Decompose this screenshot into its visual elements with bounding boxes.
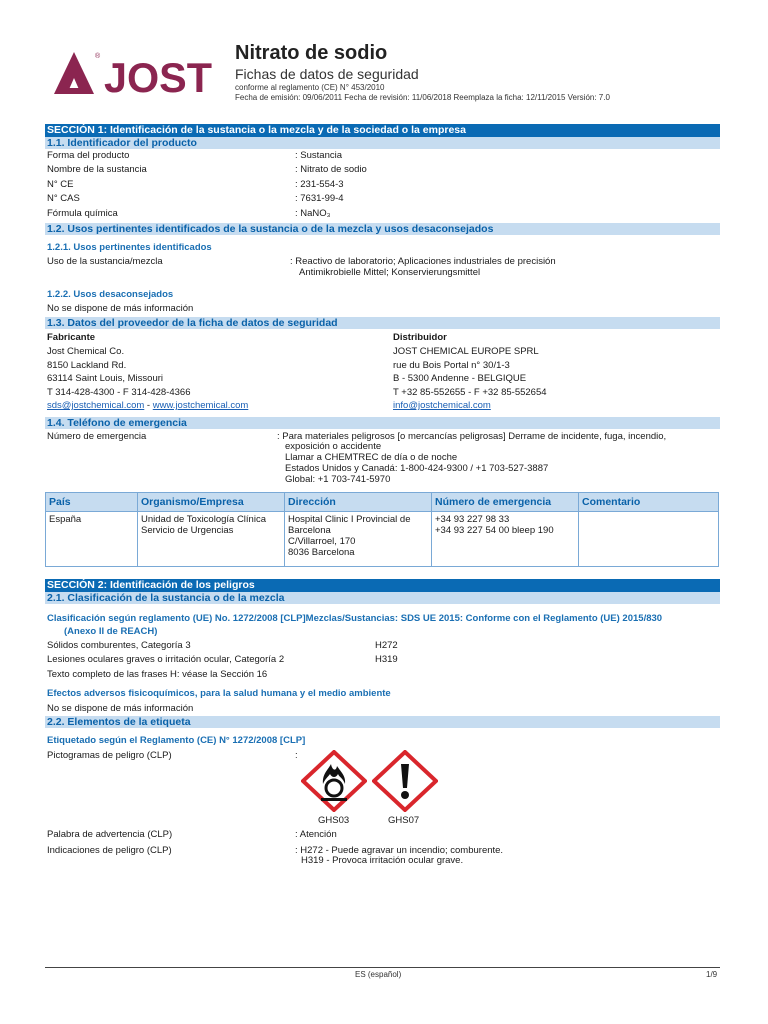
phone-line: +34 93 227 54 00 bleep 190 <box>435 525 554 536</box>
full-text-note: Texto completo de las frases H: véase la Sección 16 <box>47 669 268 680</box>
hazard-class-code: H319 <box>375 654 398 665</box>
labelling-heading: Etiquetado según el Reglamento (CE) N° 1272/2008 [CLP] <box>47 735 306 746</box>
footer-language: ES (español) <box>355 970 402 979</box>
svg-text:®: ® <box>95 53 101 60</box>
ghs07-code: GHS07 <box>388 815 420 826</box>
distributor-line: rue du Bois Portal n° 30/1-3 <box>393 360 510 371</box>
address-line: 8036 Barcelona <box>288 547 355 558</box>
cell-address <box>285 512 432 567</box>
address-line: Hospital Clinic I Provincial de <box>288 514 411 525</box>
distributor-line: T +32 85-552655 - F +32 85-552654 <box>393 387 547 398</box>
subsection-1-4-title: 1.4. Teléfono de emergencia <box>45 417 720 429</box>
emergency-number-label: Número de emergencia <box>47 431 147 442</box>
hazard-statements-label: Indicaciones de peligro (CLP) <box>47 845 172 856</box>
svg-text:JOST: JOST <box>104 54 213 98</box>
flame-over-circle-icon <box>301 750 367 812</box>
formula-label: Fórmula química <box>47 208 118 219</box>
cell-comment <box>579 512 719 567</box>
use-value-line1: : Reactivo de laboratorio; Aplicaciones industriales de precisión <box>290 256 556 267</box>
column-header-emergency-number: Número de emergencia <box>432 493 579 512</box>
org-line: Servicio de Urgencias <box>141 525 234 536</box>
subsection-1-2-title: 1.2. Usos pertinentes identificados de la sustancia o de la mezcla y usos desaconsejados <box>45 223 720 235</box>
org-line: Unidad de Toxicología Clínica <box>141 514 266 525</box>
signal-word-label: Palabra de advertencia (CLP) <box>47 829 173 840</box>
subsection-2-1-title: 2.1. Clasificación de la sustancia o de la mezcla <box>45 592 720 604</box>
identified-uses-heading: 1.2.1. Usos pertinentes identificados <box>47 242 212 253</box>
subsection-1-3-title: 1.3. Datos del proveedor de la ficha de datos de seguridad <box>45 317 720 329</box>
emergency-contacts-table <box>45 492 719 567</box>
manufacturer-line: 63114 Saint Louis, Missouri <box>47 373 163 384</box>
emergency-line: Estados Unidos y Canadá: 1-800-424-9300 / +1 703-527-3887 <box>285 463 549 474</box>
footer-divider <box>45 967 720 968</box>
column-header-country: País <box>46 493 138 512</box>
distributor-email-link[interactable]: info@jostchemical.com <box>393 400 491 411</box>
classification-heading-line1: Clasificación según reglamento (UE) No. 1272/2008 [CLP]Mezclas/Sustancias: SDS UE 2015: Conforme con el Reglamento (UE) 2015/830 <box>47 613 663 624</box>
hazard-class-label: Sólidos comburentes, Categoría 3 <box>47 640 191 651</box>
no-info-text: No se dispone de más información <box>47 303 194 314</box>
manufacturer-heading: Fabricante <box>47 332 96 343</box>
ec-number-value: : 231-554-3 <box>295 179 344 190</box>
emergency-line: : Para materiales peligrosos [o mercancías peligrosas] Derrame de incidente, fuga, incendio, <box>277 431 667 442</box>
pictograms-colon: : <box>295 750 298 761</box>
phone-line: +34 93 227 98 33 <box>435 514 510 525</box>
signal-word-value: : Atención <box>295 829 337 840</box>
regulation-text: conforme al reglamento (CE) N° 453/2010 <box>235 83 385 92</box>
substance-name-label: Nombre de la sustancia <box>47 164 147 175</box>
address-line: Barcelona <box>288 525 331 536</box>
column-header-comment: Comentario <box>579 493 719 512</box>
manufacturer-email-link[interactable]: sds@jostchemical.com <box>47 400 145 411</box>
formula-value: : NaNO₃ <box>295 208 331 219</box>
jost-logo <box>52 48 217 98</box>
no-info-text: No se dispone de más información <box>47 703 194 714</box>
distributor-line: B - 5300 Andenne - BELGIQUE <box>393 373 527 384</box>
manufacturer-line: 8150 Lackland Rd. <box>47 360 127 371</box>
distributor-line: JOST CHEMICAL EUROPE SPRL <box>393 346 539 357</box>
classification-heading-line2: (Anexo II de REACH) <box>64 626 158 637</box>
pictograms-label: Pictogramas de peligro (CLP) <box>47 750 172 761</box>
cas-number-label: N° CAS <box>47 193 80 204</box>
use-value-line2: Antimikrobielle Mittel; Konservierungsmittel <box>299 267 481 278</box>
subsection-1-1-title: 1.1. Identificador del producto <box>45 137 720 149</box>
product-form-label: Forma del producto <box>47 150 130 161</box>
document-title: Nitrato de sodio <box>235 42 388 64</box>
document-subtitle: Fichas de datos de seguridad <box>235 66 419 82</box>
cas-number-value: : 7631-99-4 <box>295 193 344 204</box>
section-2-title: SECCIÓN 2: Identificación de los peligros <box>45 579 720 592</box>
emergency-line: Llamar a CHEMTREC de día o de noche <box>285 452 458 463</box>
manufacturer-line: T 314-428-4300 - F 314-428-4366 <box>47 387 191 398</box>
ec-number-label: N° CE <box>47 179 74 190</box>
emergency-line: Global: +1 703-741-5970 <box>285 474 391 485</box>
exclamation-mark-icon <box>372 750 438 812</box>
distributor-heading: Distribuidor <box>393 332 447 343</box>
cell-organisation <box>138 512 285 567</box>
address-line: C/Villarroel, 170 <box>288 536 356 547</box>
column-header-organisation: Organismo/Empresa <box>138 493 285 512</box>
manufacturer-line: Jost Chemical Co. <box>47 346 125 357</box>
substance-name-value: : Nitrato de sodio <box>295 164 367 175</box>
section-1-title: SECCIÓN 1: Identificación de la sustancia o la mezcla y de la sociedad o la empresa <box>45 124 720 137</box>
table-header-row <box>46 493 719 512</box>
page-number: 1/9 <box>706 970 718 979</box>
adverse-effects-heading: Efectos adversos fisicoquímicos, para la salud humana y el medio ambiente <box>47 688 391 699</box>
link-separator: - <box>144 400 153 411</box>
table-row <box>46 512 719 567</box>
column-header-address: Dirección <box>285 493 432 512</box>
revision-dates: Fecha de emisión: 09/06/2011 Fecha de revisión: 11/06/2018 Reemplaza la ficha: 12/11/2015 Versión: 7.0 <box>235 93 610 102</box>
hazard-class-code: H272 <box>375 640 398 651</box>
hazard-class-label: Lesiones oculares graves o irritación ocular, Categoría 2 <box>47 654 285 665</box>
subsection-2-2-title: 2.2. Elementos de la etiqueta <box>45 716 720 728</box>
product-form-value: : Sustancia <box>295 150 342 161</box>
cell-country: España <box>46 512 138 567</box>
cell-emergency-number <box>432 512 579 567</box>
emergency-line: exposición o accidente <box>285 441 382 452</box>
manufacturer-contact-links <box>47 400 248 411</box>
ghs03-code: GHS03 <box>318 815 350 826</box>
use-label: Uso de la sustancia/mezcla <box>47 256 163 267</box>
hazard-statement: : H272 - Puede agravar un incendio; comburente. <box>295 845 504 856</box>
uses-advised-against-heading: 1.2.2. Usos desaconsejados <box>47 289 174 300</box>
hazard-statement: H319 - Provoca irritación ocular grave. <box>301 855 464 866</box>
manufacturer-web-link[interactable]: www.jostchemical.com <box>152 400 249 411</box>
